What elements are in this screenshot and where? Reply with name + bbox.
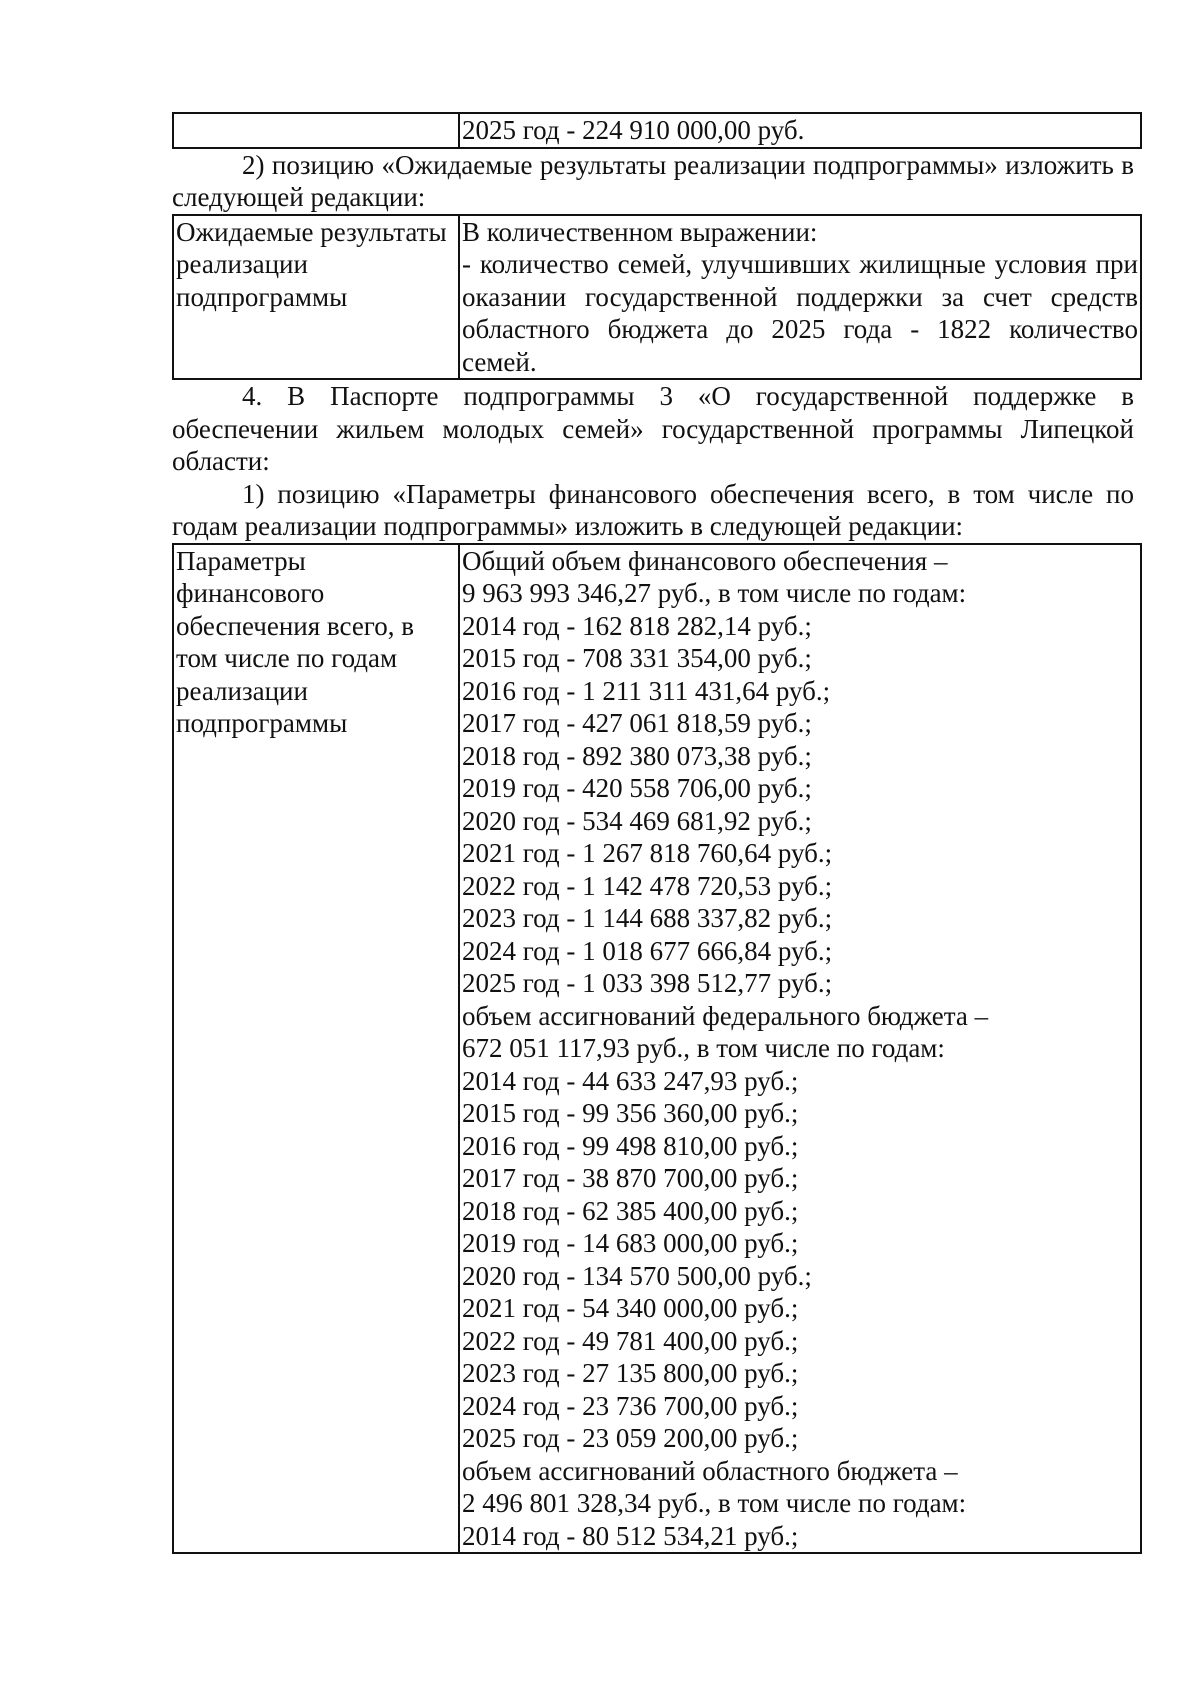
finance-line: 2019 год - 14 683 000,00 руб.; — [462, 1228, 799, 1258]
finance-parameters-content — [459, 544, 1141, 1554]
finance-lines-list — [462, 545, 1138, 1553]
expected-results-table — [172, 214, 1142, 381]
expected-results-heading: В количественном выражении: — [462, 216, 818, 247]
finance-line: 2025 год - 1 033 398 512,77 руб.; — [462, 968, 833, 998]
finance-line: 2021 год - 1 267 818 760,64 руб.; — [462, 838, 833, 868]
finance-line: объем ассигнований областного бюджета – — [462, 1455, 958, 1486]
finance-line: 672 051 117,93 руб., в том числе по годам: — [462, 1033, 945, 1063]
finance-line: 2017 год - 427 061 818,59 руб.; — [462, 708, 812, 738]
finance-line: 2015 год - 708 331 354,00 руб.; — [462, 643, 812, 673]
paragraph-4-subprogram-3: 4. В Паспорте подпрограммы 3 «О государственной поддержке в обеспечении жильем молодых семей» государственной программы Липецкой области: — [172, 381, 1134, 476]
paragraph-4-1-finance-position: 1) позицию «Параметры финансового обеспечения всего, в том числе по годам реализации подпрограммы» изложить в следующей редакции: — [172, 478, 1134, 541]
finance-line: 2018 год - 892 380 073,38 руб.; — [462, 740, 812, 771]
finance-line: 2025 год - 23 059 200,00 руб.; — [462, 1423, 799, 1453]
finance-line: 2024 год - 1 018 677 666,84 руб.; — [462, 935, 833, 966]
finance-line: 2 496 801 328,34 руб., в том числе по годам: — [462, 1488, 967, 1518]
finance-line: 9 963 993 346,27 руб., в том числе по годам: — [462, 578, 967, 608]
top-table-fragment — [172, 112, 1142, 149]
finance-line: 2023 год - 1 144 688 337,82 руб.; — [462, 903, 833, 933]
finance-line: 2024 год - 23 736 700,00 руб.; — [462, 1390, 799, 1421]
finance-line: объем ассигнований федерального бюджета – — [462, 1000, 989, 1031]
finance-line: 2014 год - 80 512 534,21 руб.; — [462, 1520, 799, 1551]
finance-parameters-label: Параметры финансового обеспечения всего, в том числе по годам реализации подпрограммы — [173, 544, 459, 1554]
finance-line: 2014 год - 162 818 282,14 руб.; — [462, 610, 812, 641]
top-table-right-cell: 2025 год - 224 910 000,00 руб. — [459, 113, 1141, 148]
expected-results-content — [459, 215, 1141, 380]
expected-results-text: - количество семей, улучшивших жилищные условия при оказании государственной поддержки за счет средств областного бюджета до 2025 года - 1822 количество семей. — [462, 249, 1138, 377]
finance-line: 2016 год - 99 498 810,00 руб.; — [462, 1130, 799, 1161]
top-table-left-cell — [173, 113, 459, 148]
finance-line: 2022 год - 1 142 478 720,53 руб.; — [462, 870, 833, 901]
expected-results-label: Ожидаемые результаты реализации подпрограммы — [173, 215, 459, 380]
finance-line: 2020 год - 534 469 681,92 руб.; — [462, 805, 812, 836]
finance-line: 2020 год - 134 570 500,00 руб.; — [462, 1260, 812, 1291]
document-page — [172, 112, 1138, 1554]
finance-line: 2015 год - 99 356 360,00 руб.; — [462, 1098, 799, 1128]
finance-line: 2023 год - 27 135 800,00 руб.; — [462, 1358, 799, 1388]
finance-line: 2017 год - 38 870 700,00 руб.; — [462, 1163, 799, 1193]
finance-parameters-table — [172, 543, 1142, 1555]
finance-line: Общий объем финансового обеспечения – — [462, 545, 948, 576]
finance-line: 2019 год - 420 558 706,00 руб.; — [462, 773, 812, 803]
finance-line: 2016 год - 1 211 311 431,64 руб.; — [462, 675, 831, 706]
finance-line: 2022 год - 49 781 400,00 руб.; — [462, 1325, 799, 1356]
finance-line: 2018 год - 62 385 400,00 руб.; — [462, 1195, 799, 1226]
finance-line: 2014 год - 44 633 247,93 руб.; — [462, 1065, 799, 1096]
finance-line: 2021 год - 54 340 000,00 руб.; — [462, 1293, 799, 1323]
paragraph-2-results-position: 2) позицию «Ожидаемые результаты реализации подпрограммы» изложить в следующей редакции: — [172, 149, 1134, 212]
